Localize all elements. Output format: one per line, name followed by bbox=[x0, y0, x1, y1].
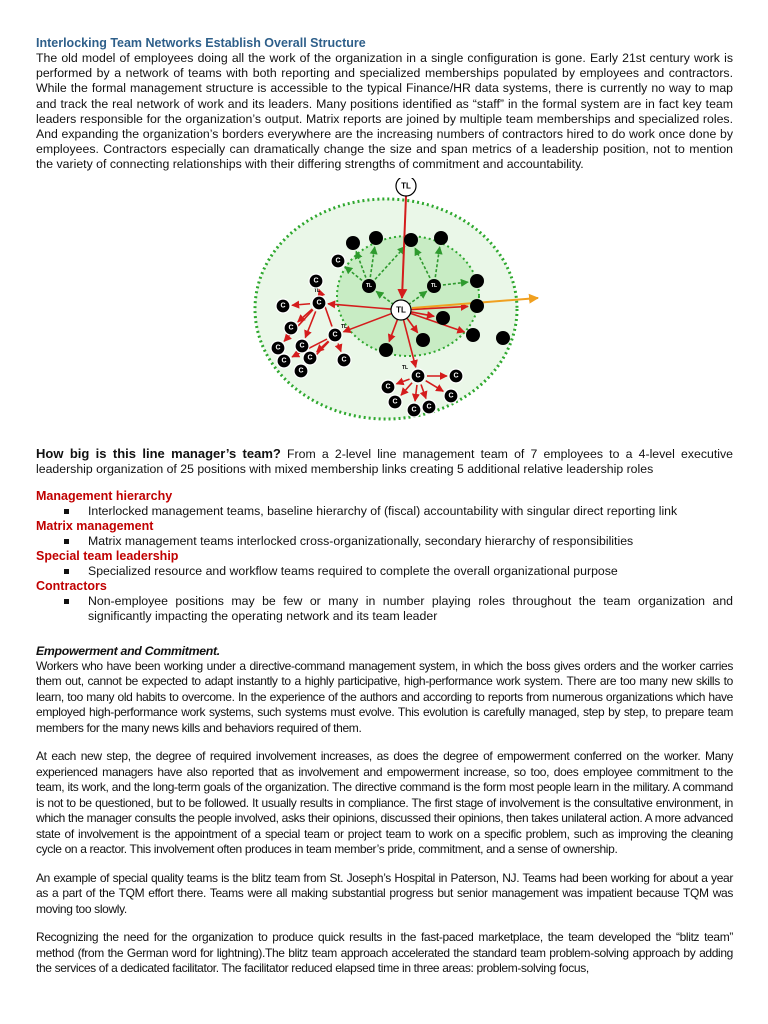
contractor-label: C bbox=[415, 372, 421, 380]
empowerment-paragraph-1: Workers who have been working under a directive-command management system, in which the boss gives orders and the worker carries them out, cannot be expected to adapt instantly to a highly participative, high-performance work system. There are too many new skills to learn, too many old habits to overcome. In the experience of the authors and according to reports from numerous organizations which have employed high-performance work systems, such systems must evolve. This evolution is carefully managed, step by step, to prepare team members for the many news kills and behaviors required of them. bbox=[36, 658, 733, 735]
intro-paragraph: The old model of employees doing all the work of the organization in a single configuration is gone. Early 21st century work is performed by a network of teams with both reporting and specialized memberships populated by employees and contractors. While the formal management structure is accessible to the typical Finance/HR data systems, there is currently no way to map and track the real network of work and its leaders. Many positions identified as “staff” in the formal system are in fact key team leaders responsible for the organization’s output. Matrix reports are joined by multiple team memberships and specialized roles. And expanding the organization’s borders everywhere are the increasing numbers of contractors hired to do work once done by employees. Contractors especially can dramatically change the size and span metrics of a leadership position, not to mention the variety of connecting relationships with their differing strengths of commitment and accountability. bbox=[36, 51, 733, 172]
bullet-square-icon bbox=[64, 569, 69, 574]
employee-member-node bbox=[466, 328, 480, 342]
team-leader-tag: TL bbox=[340, 323, 348, 330]
category-title: Special team leadership bbox=[36, 548, 179, 563]
empowerment-paragraph-4: Recognizing the need for the organization to produce quick results in the fast-paced marketplace, the team developed the “blitz team” method (from the German word for lightning).The blitz team approach accelerated the standard team problem-solving approach by adding the services of a dedicated facilitator. The facilitator reduced elapsed time in three areas: problem-solving focus, bbox=[36, 930, 733, 976]
question-lead: How big is this line manager’s team? bbox=[36, 445, 281, 461]
contractor-label: C bbox=[275, 344, 281, 352]
team-leader-tag: TL bbox=[430, 282, 438, 289]
category-title: Contractors bbox=[36, 578, 107, 593]
contractor-label: C bbox=[426, 403, 432, 411]
contractor-label: C bbox=[288, 324, 294, 332]
contractor-label: C bbox=[332, 331, 338, 339]
employee-member-node bbox=[346, 236, 360, 250]
employee-member-node bbox=[434, 231, 448, 245]
bullet-square-icon bbox=[64, 539, 69, 544]
team-leader-tag: TL bbox=[401, 364, 409, 371]
team-leader-label: TL bbox=[401, 181, 411, 191]
category-contractors bbox=[36, 579, 733, 624]
category-text: Matrix management teams interlocked cross-organizationally, secondary hierarchy of responsibilities bbox=[88, 533, 634, 548]
contractor-label: C bbox=[280, 302, 286, 310]
category-matrix-management bbox=[36, 519, 733, 549]
empowerment-title: Empowerment and Commitment. bbox=[36, 643, 220, 658]
employee-member-node bbox=[496, 331, 510, 345]
employee-member-node bbox=[404, 233, 418, 247]
bullet-square-icon bbox=[64, 509, 69, 514]
team-leader-tag: TL bbox=[365, 282, 373, 289]
contractor-label: C bbox=[298, 367, 304, 375]
category-text: Interlocked management teams, baseline hierarchy of (fiscal) accountability with singular direct reporting link bbox=[88, 503, 678, 518]
team-network-diagram bbox=[36, 178, 733, 440]
employee-member-node bbox=[470, 299, 484, 313]
category-bullet bbox=[64, 534, 733, 549]
empowerment-paragraph-3: An example of special quality teams is the blitz team from St. Joseph’s Hospital in Paterson, NJ. Teams had been working for about a year as a part of the TQM effort there. Teams were all making substantial progress but senior management was impatient because TQM was moving too slowly. bbox=[36, 870, 733, 916]
employee-member-node bbox=[369, 231, 383, 245]
empowerment-paragraph-2: At each new step, the degree of required involvement increases, as does the degree of empowerment conferred on the worker. Many experienced managers have also reported that as involvement and empowerment increase, so too, does employee commitment to the team, its work, and the long-term goals of the organization. The directive command is the form most people learn in the military. A command is not to be questioned, but to be followed. It usually results in compliance. The first stage of involvement is the consultative environment, in which the manager consults the people involved, asks their opinions, discussed their opinions, then takes unilateral action. A more advanced state of involvement is the appointment of a special team or project team to work on a specific problem, such as improving the cleaning cycle on a reactor. This involvement often produces in team member’s pride, commitment, and a sense of ownership. bbox=[36, 749, 733, 857]
contractor-label: C bbox=[316, 299, 322, 307]
contractor-label: C bbox=[281, 357, 287, 365]
contractor-label: C bbox=[313, 277, 319, 285]
category-text: Non-employee positions may be few or many in number playing roles throughout the team organization and significantly impacting the operating network and its team leader bbox=[88, 593, 733, 623]
contractor-label: C bbox=[385, 383, 391, 391]
contractor-label: C bbox=[341, 356, 347, 364]
category-list bbox=[36, 489, 733, 624]
category-bullet bbox=[64, 594, 733, 624]
team-leader-tag: TL bbox=[313, 287, 321, 294]
contractor-label: C bbox=[299, 342, 305, 350]
document-page bbox=[36, 36, 733, 977]
category-bullet bbox=[64, 564, 733, 579]
category-title: Matrix management bbox=[36, 518, 154, 533]
contractor-label: C bbox=[448, 392, 454, 400]
contractor-label: C bbox=[453, 372, 459, 380]
category-bullet bbox=[64, 504, 733, 519]
contractor-label: C bbox=[411, 406, 417, 414]
category-special-team-leadership bbox=[36, 549, 733, 579]
employee-member-node bbox=[416, 333, 430, 347]
category-management-hierarchy bbox=[36, 489, 733, 519]
bullet-square-icon bbox=[64, 599, 69, 604]
employee-member-node bbox=[436, 311, 450, 325]
employee-member-node bbox=[470, 274, 484, 288]
contractor-label: C bbox=[392, 398, 398, 406]
question-text: From a 2-level line management team of 7 employees to a 4-level executive leadership organization of 25 positions with mixed membership links creating 5 additional relative leadership roles bbox=[36, 446, 733, 477]
team-leader-label: TL bbox=[396, 305, 406, 315]
contractor-label: C bbox=[307, 354, 313, 362]
team-network-svg bbox=[36, 178, 733, 440]
category-title: Management hierarchy bbox=[36, 488, 173, 503]
contractor-label: C bbox=[335, 257, 341, 265]
section-title: Interlocking Team Networks Establish Overall Structure bbox=[36, 36, 366, 50]
employee-member-node bbox=[379, 343, 393, 357]
category-text: Specialized resource and workflow teams required to complete the overall organizational purpose bbox=[88, 563, 618, 578]
team-size-question bbox=[36, 446, 733, 478]
